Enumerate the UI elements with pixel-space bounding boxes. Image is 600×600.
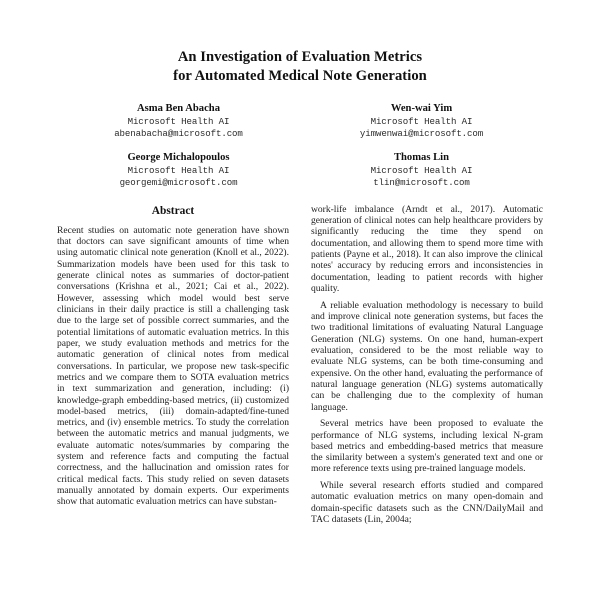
intro-paragraph-2: A reliable evaluation methodology is necessary to build and improve clinical note generation systems, but faces the two traditional limitations of evaluating Natural Language Generation (NLG) systems. On one hand, human-expert evaluation, considered to be the most reliable way to evaluate NLG systems, can be both time-consuming and expensive. On the other hand, evaluating the performance of natural language generation (NLG) systems automatically can be challenging due to the complexity of human language. [311, 299, 543, 413]
author-name: Asma Ben Abacha [137, 103, 220, 114]
abstract-text: Recent studies on automatic note generation have shown that doctors can save significant amounts of time when using automatic clinical note generation (Knoll et al., 2022). Summarization models have been used for this task to generate clinical notes as summaries of doctor-patient conversations (Krishna et al., 2021; Cai et al., 2022). However, assessing which model would best serve clinicians in their daily practice is still a challenging task due to the large set of possible correct summaries, and the potential limitations of automatic evaluation metrics. In this paper, we study evaluation methods and metrics for the automatic generation of clinical notes from medical conversations. In particular, we propose new task-specific metrics and we compare them to SOTA evaluation metrics in text summarization and generation, including: (i) knowledge-graph embedding-based metrics, (ii) customized model-based metrics, (iii) domain-adapted/fine-tuned metrics, and (iv) ensemble metrics. To study the correlation between the automatic metrics and manual judgments, we evaluate automatic notes/summaries by comparing the system and reference facts and computing the factual correctness, and the hallucination and omission rates for critical medical facts. This study relied on seven datasets manually annotated by domain experts. Our experiments show that automatic evaluation metrics can have substan- [57, 224, 289, 508]
page-title [90, 48, 510, 85]
author-entry [300, 102, 543, 140]
intro-paragraph-3: Several metrics have been proposed to evaluate the performance of NLG systems, including lexical N-gram based metrics and embedding-based metrics that measure the similarity between a system's generated text and one or more reference texts using pre-trained language models. [311, 418, 543, 475]
title-line-1: An Investigation of Evaluation Metrics [177, 49, 423, 65]
intro-paragraph-1: work-life imbalance (Arndt et al., 2017). Automatic generation of clinical notes can help healthcare providers by significantly reducing the time they spend on documentation, and allowing them to spend more time with patients (Payne et al., 2018). It can also improve the clinical notes' accuracy by reducing errors and inconsistencies in documentation, leading to patient records with higher quality. [311, 203, 543, 294]
author-affiliation: Microsoft Health AI [370, 165, 473, 176]
abstract-heading: Abstract [151, 204, 195, 217]
author-row [57, 102, 543, 140]
author-affiliation: Microsoft Health AI [370, 115, 473, 127]
author-block [57, 102, 543, 190]
author-entry [57, 102, 300, 140]
author-affiliation: Microsoft Health AI [127, 115, 230, 127]
author-email[interactable]: abenabacha@microsoft.com [114, 128, 243, 139]
right-column [311, 204, 543, 526]
left-column [57, 204, 289, 526]
intro-paragraph-4: While several research efforts studied and compared automatic evaluation metrics on many open-domain and domain-specific datasets such as the CNN/DailyMail and TAC datasets (Lin, 2004a; [311, 480, 543, 526]
author-affiliation: Microsoft Health AI [127, 165, 230, 176]
author-email[interactable]: yimwenwai@microsoft.com [359, 128, 484, 139]
title-line-2: for Automated Medical Note Generation [173, 67, 427, 84]
author-entry [300, 151, 543, 189]
author-entry [57, 151, 300, 189]
author-name: Wen-wai Yim [390, 103, 453, 114]
author-email[interactable]: tlin@microsoft.com [373, 177, 470, 189]
author-row [57, 151, 543, 189]
author-name: George Michalopoulos [127, 152, 230, 164]
author-email[interactable]: georgemi@microsoft.com [119, 177, 238, 189]
author-name: Thomas Lin [393, 152, 450, 164]
two-column-body [57, 204, 543, 526]
